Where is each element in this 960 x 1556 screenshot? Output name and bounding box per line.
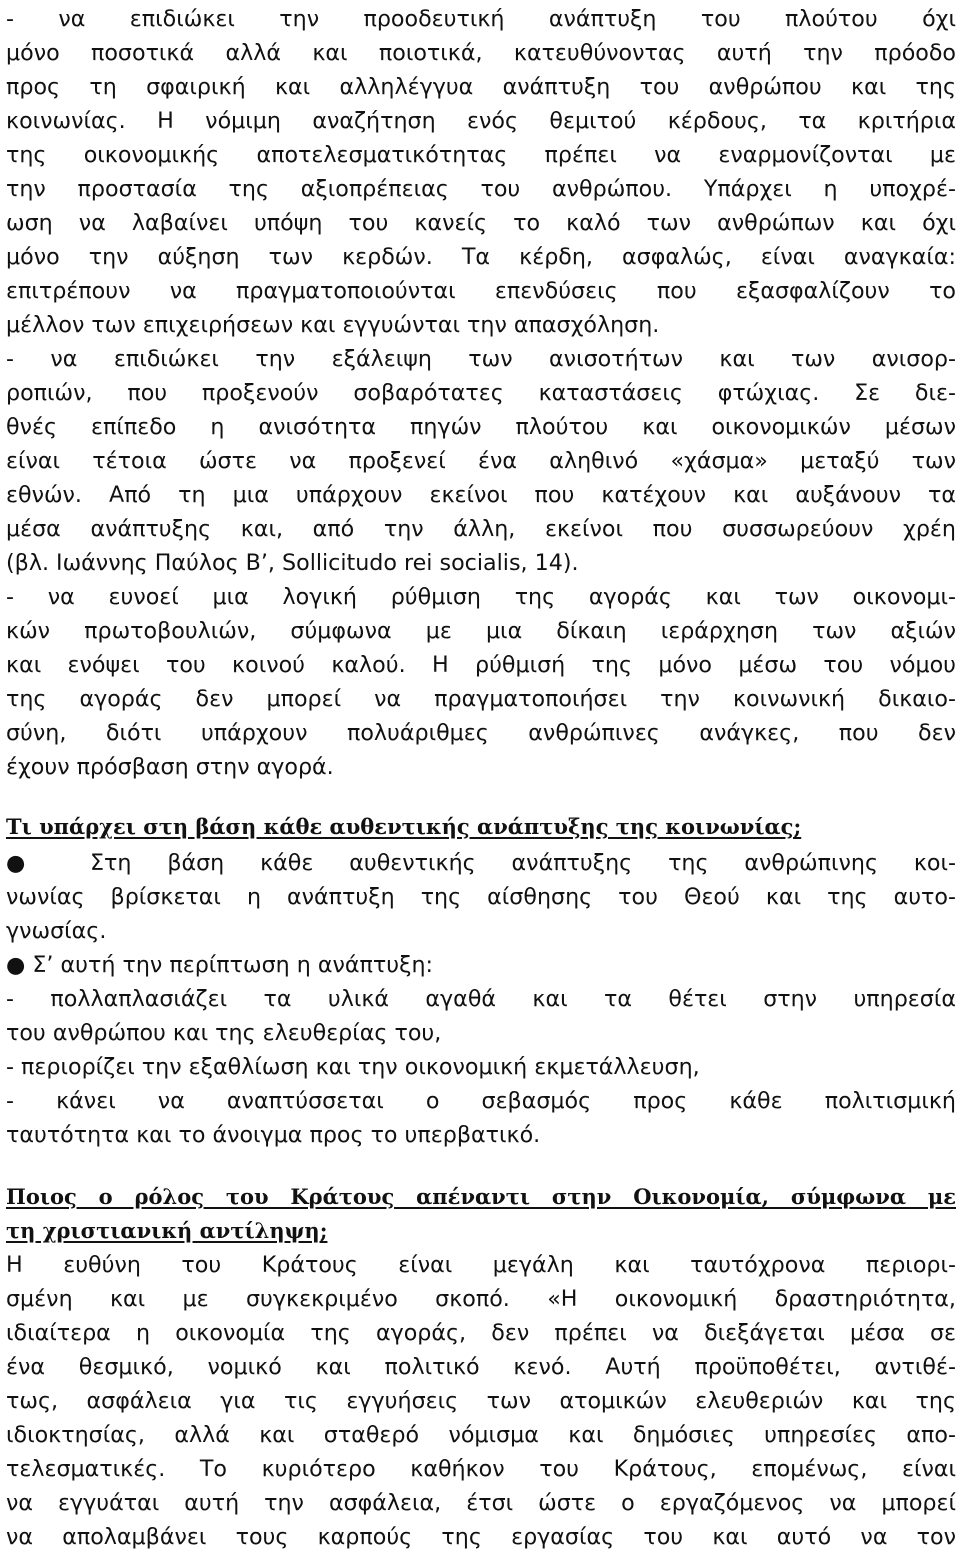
text-line: την προστασία της αξιοπρέπειας του ανθρώπου. Υπάρχει η υποχρέ- bbox=[6, 176, 956, 202]
text-line: νωνίας βρίσκεται η ανάπτυξη της αίσθησης του Θεού και της αυτο- bbox=[6, 884, 956, 910]
text-line: επιτρέπουν να πραγματοποιούνται επενδύσεις που εξασφαλίζουν το bbox=[6, 278, 956, 304]
text-line: γνωσίας. bbox=[6, 918, 107, 944]
text-line: της οικονομικής αποτελεσματικότητας πρέπει να εναρμονίζονται με bbox=[6, 142, 956, 168]
text-line: ιδιοκτησίας, αλλά και σταθερό νόμισμα και δημόσιες υπηρεσίες απο- bbox=[6, 1422, 956, 1448]
text-line: Η ευθύνη του Κράτους είναι μεγάλη και ταυτόχρονα περιορι- bbox=[6, 1252, 956, 1278]
text-line: ταυτότητα και το άνοιγμα προς το υπερβατικό. bbox=[6, 1122, 541, 1148]
text-line: ωση να λαβαίνει υπόψη του κανείς το καλό των ανθρώπων και όχι bbox=[6, 210, 956, 236]
text-line: μέσα ανάπτυξης και, από την άλλη, εκείνοι που συσσωρεύουν χρέη bbox=[6, 516, 956, 542]
text-line: ένα θεσμικό, νομικό και πολιτικό κενό. Αυτή προϋποθέτει, αντιθέ- bbox=[6, 1354, 956, 1380]
text-line: ● Σ’ αυτή την περίπτωση η ανάπτυξη: bbox=[6, 952, 433, 978]
text-line: - περιορίζει την εξαθλίωση και την οικονομική εκμετάλλευση, bbox=[6, 1054, 700, 1080]
text-line: της αγοράς δεν μπορεί να πραγματοποιήσει την κοινωνική δικαιο- bbox=[6, 686, 956, 712]
text-line: σύνη, διότι υπάρχουν πολυάριθμες ανθρώπινες ανάγκες, που δεν bbox=[6, 720, 956, 746]
text-line: εθνών. Από τη μια υπάρχουν εκείνοι που κατέχουν και αυξάνουν τα bbox=[6, 482, 956, 508]
text-line: τως, ασφάλεια για τις εγγυήσεις των ατομικών ελευθεριών και της bbox=[6, 1388, 956, 1414]
text-line: κοινωνίας. Η νόμιμη αναζήτηση ενός θεμιτού κέρδους, τα κριτήρια bbox=[6, 108, 956, 134]
text-line: - να επιδιώκει την εξάλειψη των ανισοτήτων και των ανισορ- bbox=[6, 346, 956, 372]
text-line: ιδιαίτερα η οικονομία της αγοράς, δεν πρέπει να διεξάγεται μέσα σε bbox=[6, 1320, 956, 1346]
text-line: τελεσματικές. Το κυριότερο καθήκον του Κράτους, επομένως, είναι bbox=[6, 1456, 956, 1482]
text-line: να απολαμβάνει τους καρπούς της εργασίας του και αυτό να τον bbox=[6, 1524, 956, 1550]
text-line: του ανθρώπου και της ελευθερίας του, bbox=[6, 1020, 442, 1046]
text-line: προς τη σφαιρική και αλληλέγγυα ανάπτυξη του ανθρώπου και της bbox=[6, 74, 956, 100]
text-line: και ενόψει του κοινού καλού. Η ρύθμισή της μόνο μέσω του νόμου bbox=[6, 652, 956, 678]
text-line: μέλλον των επιχειρήσεων και εγγυώνται την απασχόληση. bbox=[6, 312, 660, 338]
section-heading: Τι υπάρχει στη βάση κάθε αυθεντικής ανάπτυξης της κοινωνίας; bbox=[6, 814, 802, 839]
text-line: σμένη και με συγκεκριμένο σκοπό. «Η οικονομική δραστηριότητα, bbox=[6, 1286, 956, 1312]
text-line: - κάνει να αναπτύσσεται ο σεβασμός προς κάθε πολιτισμική bbox=[6, 1088, 956, 1114]
text-line: θνές επίπεδο η ανισότητα πηγών πλούτου και οικονομικών μέσων bbox=[6, 414, 956, 440]
text-line: μόνο την αύξηση των κερδών. Τα κέρδη, ασφαλώς, είναι αναγκαία: bbox=[6, 244, 956, 270]
text-line: - να επιδιώκει την προοδευτική ανάπτυξη του πλούτου όχι bbox=[6, 6, 956, 32]
text-line: - να ευνοεί μια λογική ρύθμιση της αγοράς και των οικονομι- bbox=[6, 584, 956, 610]
text-line: κών πρωτοβουλιών, σύμφωνα με μια δίκαιη ιεράρχηση των αξιών bbox=[6, 618, 956, 644]
section-heading: τη χριστιανική αντίληψη; bbox=[6, 1218, 328, 1243]
text-line: μόνο ποσοτικά αλλά και ποιοτικά, κατευθύνοντας αυτή την πρόοδο bbox=[6, 40, 956, 66]
section-heading: Ποιος ο ρόλος του Κράτους απέναντι στην Οικονομία, σύμφωνα με bbox=[6, 1184, 956, 1209]
text-line: (βλ. Ιωάννης Παύλος Β’, Sollicitudo rei socialis, 14). bbox=[6, 550, 579, 576]
text-line: - πολλαπλασιάζει τα υλικά αγαθά και τα θέτει στην υπηρεσία bbox=[6, 986, 956, 1012]
text-line: να εγγυάται αυτή την ασφάλεια, έτσι ώστε ο εργαζόμενος να μπορεί bbox=[6, 1490, 956, 1516]
text-line: έχουν πρόσβαση στην αγορά. bbox=[6, 754, 334, 780]
text-line: ● Στη βάση κάθε αυθεντικής ανάπτυξης της ανθρώπινης κοι- bbox=[6, 850, 956, 876]
text-line: ροπιών, που προξενούν σοβαρότατες καταστάσεις φτώχιας. Σε διε- bbox=[6, 380, 956, 406]
text-line: είναι τέτοια ώστε να προξενεί ένα αληθινό «χάσμα» μεταξύ των bbox=[6, 448, 956, 474]
